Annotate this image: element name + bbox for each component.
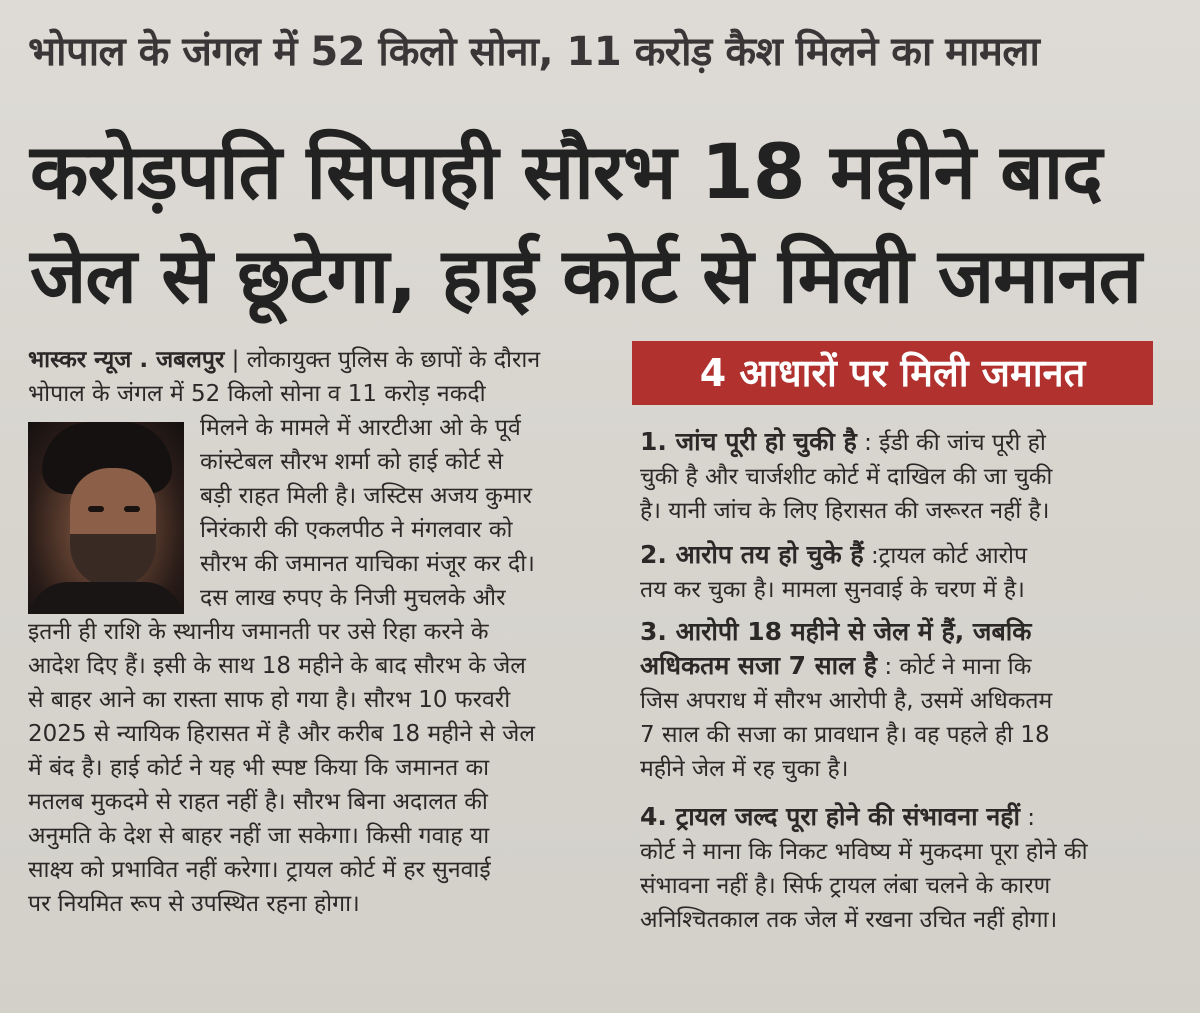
- point-label: अधिकतम सजा 7 साल है: [640, 651, 878, 680]
- point-label: 3. आरोपी 18 महीने से जेल में हैं, जबकि: [640, 617, 1032, 646]
- point-text: कोर्ट ने माना कि निकट भविष्य में मुकदमा पूरा होने की: [640, 839, 1088, 865]
- article-line-2: भोपाल के जंगल में 52 किलो सोना व 11 करोड़ नकदी: [28, 381, 486, 407]
- point-text: संभावना नहीं है। सिर्फ ट्रायल लंबा चलने के कारण: [640, 873, 1051, 899]
- point-text: 7 साल की सजा का प्रावधान है। वह पहले ही 18: [640, 722, 1050, 748]
- article-text-line: पर नियमित रूप से उपस्थित रहना होगा।: [28, 891, 360, 917]
- article-text-line: अनुमति के देश से बाहर नहीं जा सकेगा। किसी गवाह या: [28, 823, 490, 849]
- point-text: :ट्रायल कोर्ट आरोप: [863, 543, 1028, 569]
- headline-line-2: जेल से छूटेगा, हाई कोर्ट से मिली जमानत: [30, 231, 1141, 320]
- article-wrap-text: [200, 411, 535, 615]
- point-text: है। यानी जांच के लिए हिरासत की जरूरत नहीं है।: [640, 498, 1050, 524]
- person-photo: [28, 422, 184, 614]
- article-text-line: 2025 से न्यायिक हिरासत में है और करीब 18 महीने से जेल: [28, 721, 535, 747]
- point-text: : कोर्ट ने माना कि: [877, 654, 1032, 680]
- article-text-line: साक्ष्य को प्रभावित नहीं करेगा। ट्रायल कोर्ट में हर सुनवाई: [28, 857, 491, 883]
- headline-line-1: करोड़पति सिपाही सौरभ 18 महीने बाद: [30, 127, 1102, 216]
- byline: भास्कर न्यूज . जबलपुर: [28, 347, 225, 373]
- article-text-line: निरंकारी की एकलपीठ ने मंगलवार को: [200, 517, 513, 543]
- article-text-line: बड़ी राहत मिली है। जस्टिस अजय कुमार: [200, 483, 533, 509]
- article-text-line: मतलब मुकदमे से राहत नहीं है। सौरभ बिना अदालत की: [28, 789, 488, 815]
- main-headline: [30, 120, 1180, 328]
- point-text: अनिश्चितकाल तक जेल में रखना उचित नहीं होगा।: [640, 907, 1058, 933]
- article-text-line: मिलने के मामले में आरटीआ ओ के पूर्व: [200, 415, 521, 441]
- article-text-line: आदेश दिए हैं। इसी के साथ 18 महीने के बाद सौरभ के जेल: [28, 653, 526, 679]
- point-label: 4. ट्रायल जल्द पूरा होने की संभावना नहीं: [640, 802, 1020, 831]
- point-text: जिस अपराध में सौरभ आरोपी है, उसमें अधिकतम: [640, 688, 1053, 714]
- article-text-line: सौरभ की जमानत याचिका मंजूर कर दी।: [200, 551, 535, 577]
- article-text-line: से बाहर आने का रास्ता साफ हो गया है। सौरभ 10 फरवरी: [28, 687, 511, 713]
- point-text: तय कर चुका है। मामला सुनवाई के चरण में है।: [640, 577, 1025, 603]
- point-text: :: [1019, 805, 1036, 831]
- article-line-1: | लोकायुक्त पुलिस के छापों के दौरान: [224, 347, 541, 373]
- point-4: [640, 800, 1170, 937]
- point-1: [640, 425, 1170, 528]
- article-text-line: इतनी ही राशि के स्थानीय जमानती पर उसे रिहा करने के: [28, 619, 489, 645]
- article-text-line: में बंद है। हाई कोर्ट ने यह भी स्पष्ट किया कि जमानत का: [28, 755, 490, 781]
- article-body-text: [28, 615, 535, 921]
- point-text: चुकी है और चार्जशीट कोर्ट में दाखिल की जा चुकी: [640, 464, 1053, 490]
- point-label: 2. आरोप तय हो चुके हैं: [640, 540, 864, 569]
- sidebar-box-title: 4 आधारों पर मिली जमानत: [632, 341, 1153, 405]
- article-intro: [28, 343, 608, 411]
- article-text-line: दस लाख रुपए के निजी मुचलके और: [200, 585, 506, 611]
- point-label: 1. जांच पूरी हो चुकी है: [640, 427, 857, 456]
- article-text-line: कांस्टेबल सौरभ शर्मा को हाई कोर्ट से: [200, 449, 504, 475]
- point-2: [640, 538, 1170, 607]
- point-3: [640, 615, 1170, 786]
- point-text: : ईडी की जांच पूरी हो: [856, 430, 1046, 456]
- point-text: महीने जेल में रह चुका है।: [640, 756, 849, 782]
- bail-grounds-list: [640, 425, 1170, 937]
- kicker-headline: भोपाल के जंगल में 52 किलो सोना, 11 करोड़ कैश मिलने का मामला: [28, 29, 1040, 75]
